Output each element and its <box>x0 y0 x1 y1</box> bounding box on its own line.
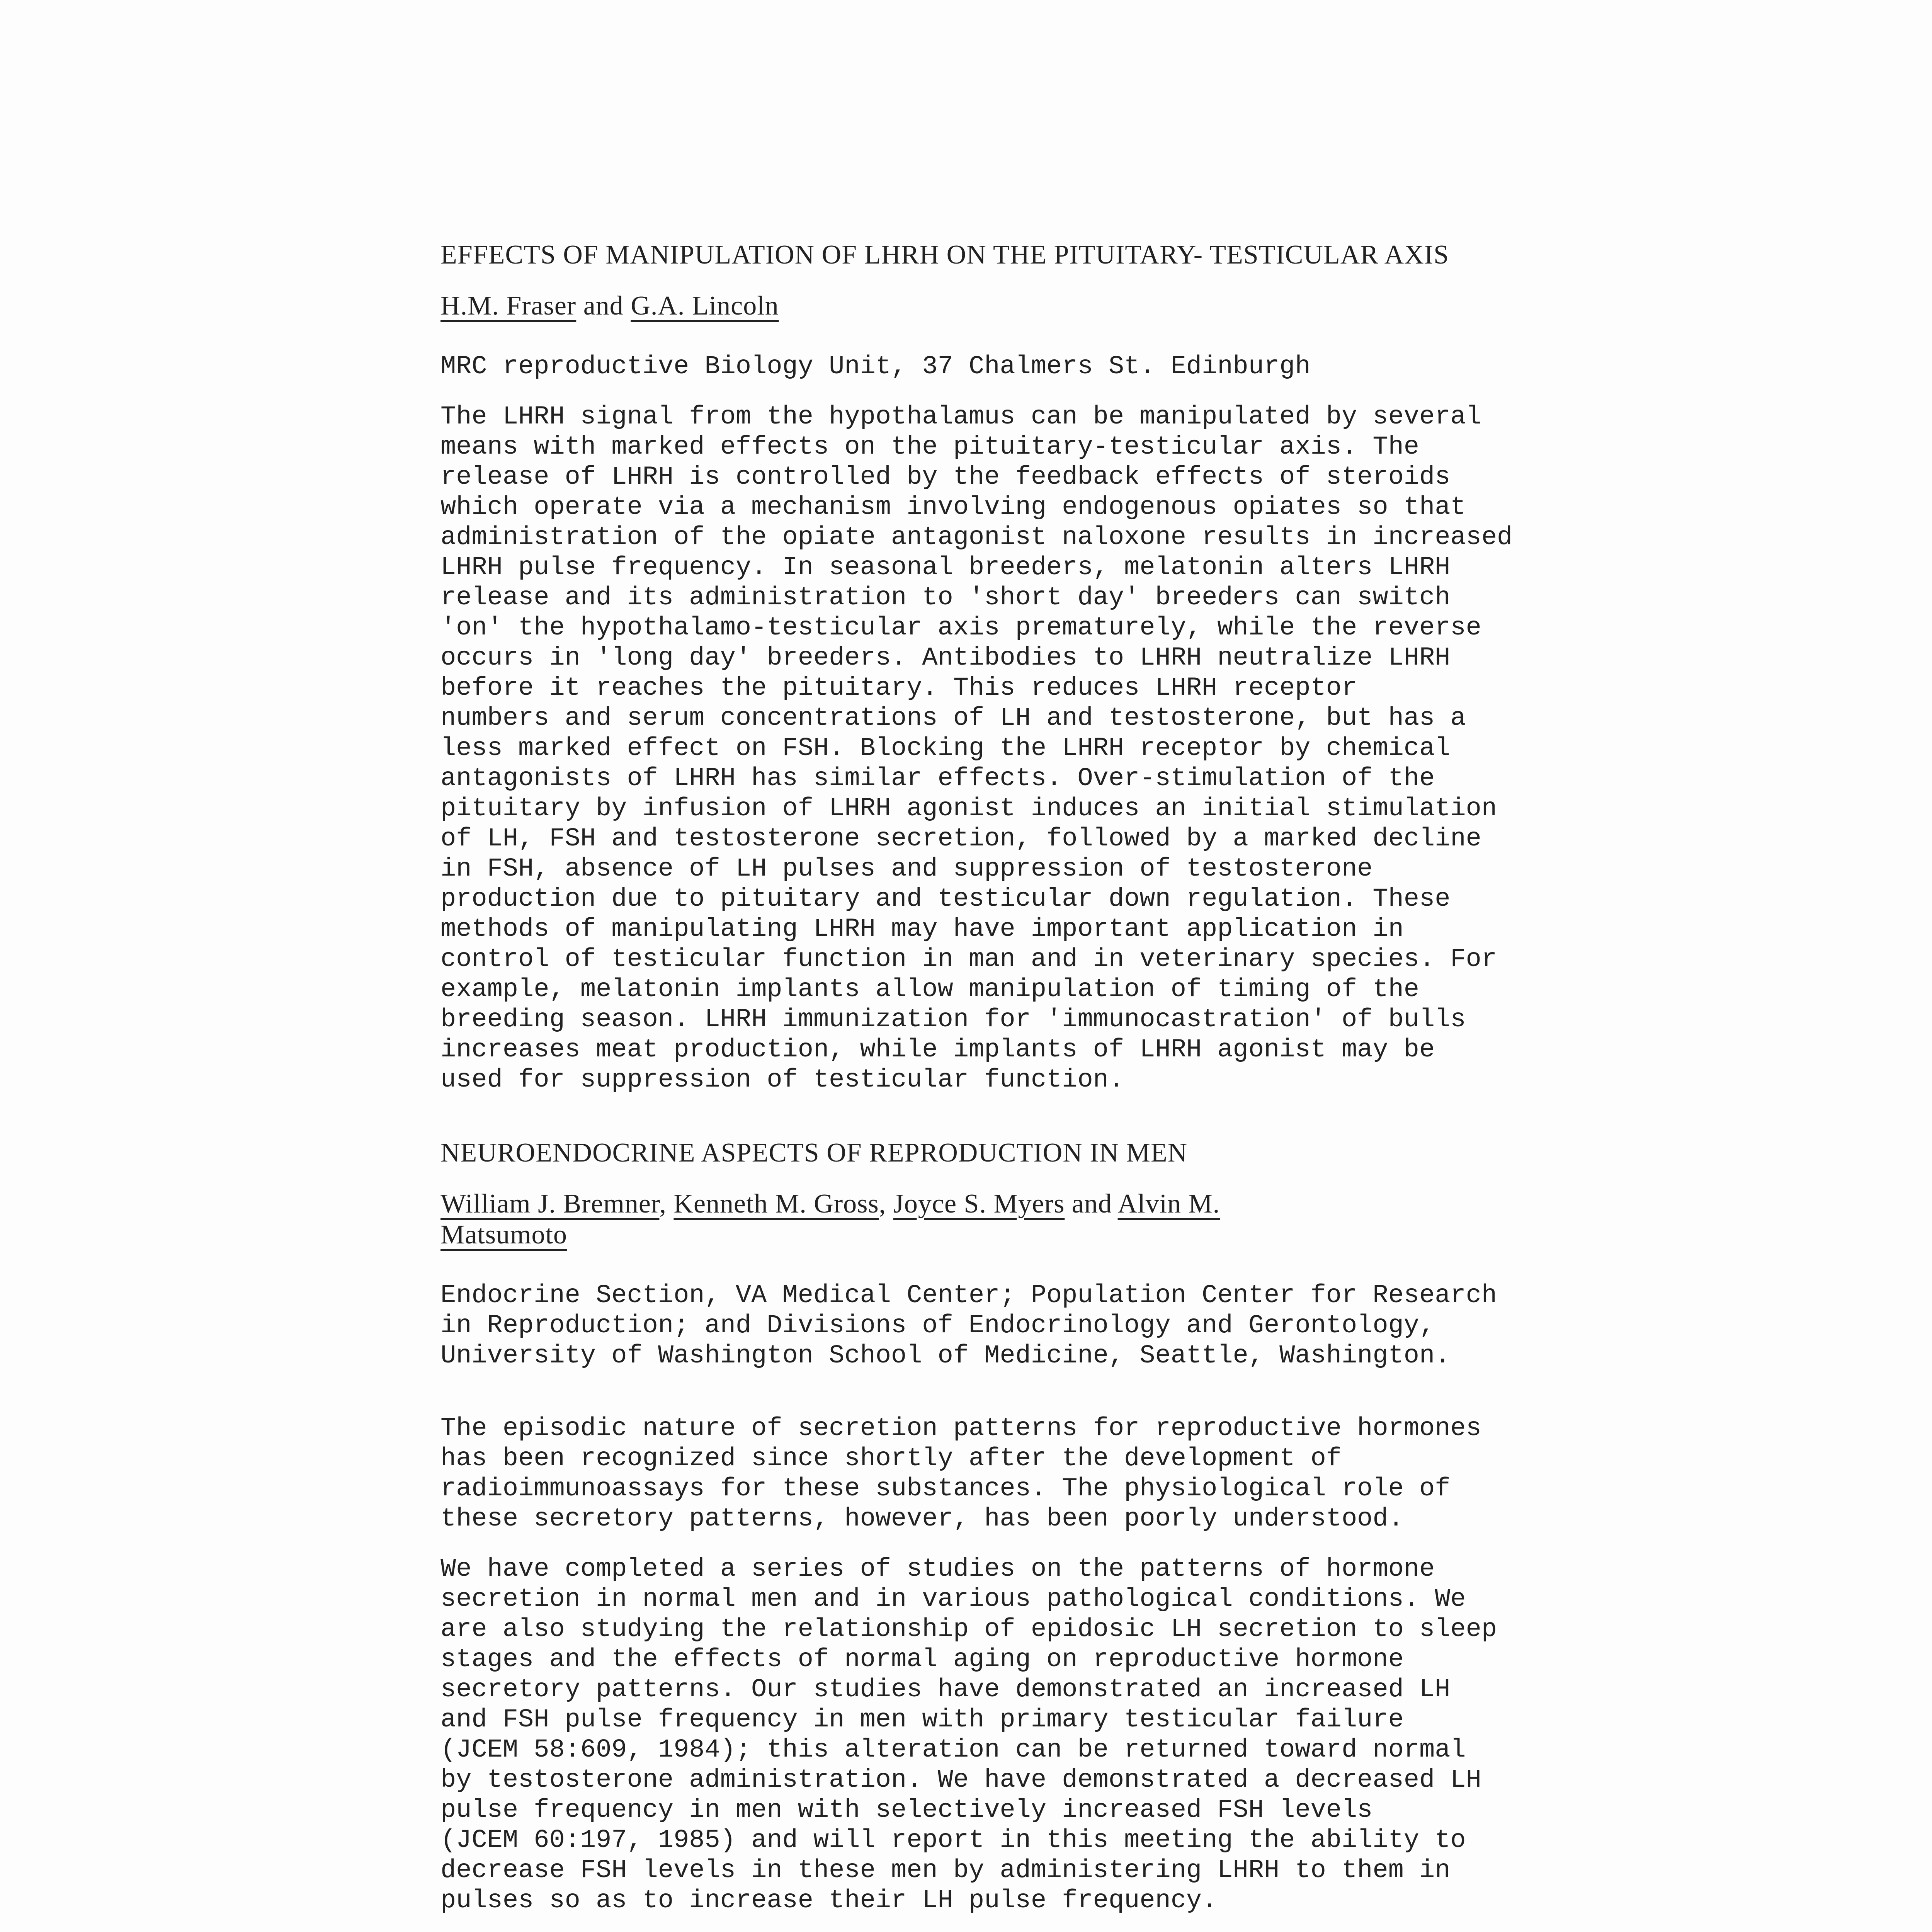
author-myers: Joyce S. Myers <box>893 1189 1065 1219</box>
author-conjunction: and <box>583 291 624 321</box>
article1-authors <box>440 291 1704 321</box>
article1-title: EFFECTS OF MANIPULATION OF LHRH ON THE PITUITARY- TESTICULAR AXIS <box>440 240 1449 270</box>
article1-affiliation: MRC reproductive Biology Unit, 37 Chalmers St. Edinburgh <box>440 352 1311 381</box>
author-gross: Kenneth M. Gross <box>673 1189 879 1219</box>
author-fraser: H.M. Fraser <box>440 291 577 321</box>
article2-authors: William J. Bremner, Kenneth M. Gross, Joyce S. Myers and Alvin M. Matsumoto <box>440 1189 1220 1250</box>
article2-paragraph-1: The episodic nature of secretion patterns for reproductive hormones has been recognized since shortly after the development of radioimmunoassays for these substances. The physiological role of these secretory patterns, however, has been poorly understood. <box>440 1414 1481 1534</box>
article2-affiliation: Endocrine Section, VA Medical Center; Population Center for Research in Reproduction; and Divisions of Endocrinology and Gerontology, University of Washington School of Medicine, Seattle, Washington. <box>440 1281 1497 1371</box>
author-conjunction: and <box>1071 1189 1112 1219</box>
author-lincoln: G.A. Lincoln <box>631 291 779 321</box>
article2-paragraph-2: We have completed a series of studies on the patterns of hormone secretion in normal men and in various pathological conditions. We are also studying the relationship of epidosic LH secretion to sleep stages and the effects of normal aging on reproductive hormone secretory patterns. Our studies have demonstrated an increased LH and FSH pulse frequency in men with primary testicular failure (JCEM 58:609, 1984); this alteration can be returned toward normal by testosterone administration. We have demonstrated a decreased LH pulse frequency in men with selectively increased FSH levels (JCEM 60:197, 1985) and will report in this meeting the ability to decrease FSH levels in these men by administering LHRH to them in pulses so as to increase their LH pulse frequency. <box>440 1554 1497 1915</box>
author-bremner: William J. Bremner <box>440 1189 660 1219</box>
text-column <box>440 240 1704 1932</box>
author-matsumoto-last: Matsumoto <box>440 1220 567 1250</box>
article1-body: The LHRH signal from the hypothalamus can be manipulated by several means with marked effects on the pituitary-testicular axis. The release of LHRH is controlled by the feedback effects of steroids which operate via a mechanism involving endogenous opiates so that administration of the opiate antagonist naloxone results in increased LHRH pulse frequency. In seasonal breeders, melatonin alters LHRH release and its administration to 'short day' breeders can switch 'on' the hypothalamo-testicular axis prematurely, while the reverse occurs in 'long day' breeders. Antibodies to LHRH neutralize LHRH before it reaches the pituitary. This reduces LHRH receptor numbers and serum concentrations of LH and testosterone, but has a less marked effect on FSH. Blocking the LHRH receptor by chemical antagonists of LHRH has similar effects. Over-stimulation of the pituitary by infusion of LHRH agonist induces an initial stimulation of LH, FSH and testosterone secretion, followed by a marked decline in FSH, absence of LH pulses and suppression of testosterone production due to pituitary and testicular down regulation. These methods of manipulating LHRH may have important application in control of testicular function in man and in veterinary species. For example, melatonin implants allow manipulation of timing of the breeding season. LHRH immunization for 'immunocastration' of bulls increases meat production, while implants of LHRH agonist may be used for suppression of testicular function. <box>440 402 1513 1095</box>
author-matsumoto-first: Alvin M. <box>1117 1189 1220 1219</box>
article2-title: NEUROENDOCRINE ASPECTS OF REPRODUCTION IN MEN <box>440 1138 1188 1168</box>
